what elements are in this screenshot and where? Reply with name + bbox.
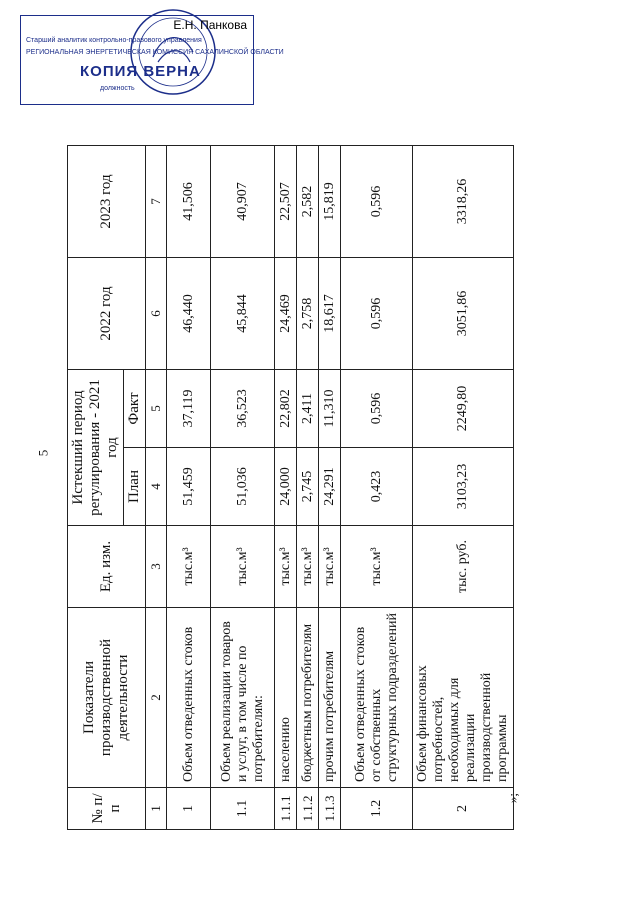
row-name: населению [275,608,297,788]
row-2022: 24,469 [275,258,297,370]
table-row [319,146,341,830]
row-unit: тыс.м³ [319,526,341,608]
header-plan: План [124,448,146,526]
stamp-organization: РЕГИОНАЛЬНАЯ ЭНЕРГЕТИЧЕСКАЯ КОМИССИЯ САХАЛИНСКОЙ ОБЛАСТИ [26,49,284,56]
row-name: Объем отведенных стоков [167,608,211,788]
row-fact: 2,411 [297,370,319,448]
row-num: 1.1 [211,788,275,830]
row-fact: 2249,80 [413,370,514,448]
closing-mark: »; [505,792,521,804]
row-fact: 0,596 [341,370,413,448]
col-number-1: 1 [146,788,167,830]
header-2022: 2022 год [68,258,146,370]
stamp-caption: должность [100,85,135,92]
row-plan: 51,459 [167,448,211,526]
row-plan: 24,291 [319,448,341,526]
row-num: 2 [413,788,514,830]
row-name: прочим потребителям [319,608,341,788]
row-2023: 41,506 [167,146,211,258]
row-fact: 11,310 [319,370,341,448]
row-unit: тыс.м³ [297,526,319,608]
row-2023: 2,582 [297,146,319,258]
row-name: Объем реализации товаров и услуг, в том числе по потребителям: [211,608,275,788]
row-name: Объем отведенных стоков от собственных структурных подразделений [341,608,413,788]
row-plan: 2,745 [297,448,319,526]
col-number-4: 4 [146,448,167,526]
row-num: 1.1.2 [297,788,319,830]
row-num: 1 [167,788,211,830]
page-number: 5 [35,449,51,457]
stamp-signer-name: Е.Н. Панкова [173,18,247,32]
row-name: бюджетным потребителям [297,608,319,788]
row-2022: 0,596 [341,258,413,370]
row-unit: тыс.м³ [341,526,413,608]
row-2022: 3051,86 [413,258,514,370]
table-row [275,146,297,830]
row-num: 1.1.1 [275,788,297,830]
header-2023: 2023 год [68,146,146,258]
col-number-3: 3 [146,526,167,608]
row-2022: 45,844 [211,258,275,370]
header-indicator: Показатели производственной деятельности [68,608,146,788]
row-plan: 3103,23 [413,448,514,526]
row-2023: 3318,26 [413,146,514,258]
row-fact: 22,802 [275,370,297,448]
row-unit: тыс.м³ [275,526,297,608]
row-name: Объем финансовых потребностей, необходимых для реализации производственной программы [413,608,514,788]
header-num: № п/п [68,788,146,830]
header-fact: Факт [124,370,146,448]
row-fact: 36,523 [211,370,275,448]
row-unit: тыс.м³ [167,526,211,608]
row-fact: 37,119 [167,370,211,448]
row-plan: 51,036 [211,448,275,526]
row-2023: 40,907 [211,146,275,258]
row-2023: 0,596 [341,146,413,258]
row-unit: тыс.м³ [211,526,275,608]
row-num: 1.1.3 [319,788,341,830]
col-number-2: 2 [146,608,167,788]
row-unit: тыс. руб. [413,526,514,608]
col-number-7: 7 [146,146,167,258]
header-unit: Ед. изм. [68,526,146,608]
header-period: Истекший период регулирования - 2021 год [68,370,124,526]
table-row [413,146,514,830]
table-row [297,146,319,830]
row-2023: 22,507 [275,146,297,258]
stamp-title: КОПИЯ ВЕРНА [80,63,201,80]
col-number-6: 6 [146,258,167,370]
production-indicators-table [67,145,514,830]
row-2022: 18,617 [319,258,341,370]
row-2022: 2,758 [297,258,319,370]
row-2023: 15,819 [319,146,341,258]
stamp-position: Старший аналитик контрольно-правового управления [26,37,202,44]
table-row [341,146,413,830]
table-row [167,146,211,830]
row-2022: 46,440 [167,258,211,370]
row-plan: 0,423 [341,448,413,526]
col-number-5: 5 [146,370,167,448]
row-num: 1.2 [341,788,413,830]
table-row [211,146,275,830]
row-plan: 24,000 [275,448,297,526]
